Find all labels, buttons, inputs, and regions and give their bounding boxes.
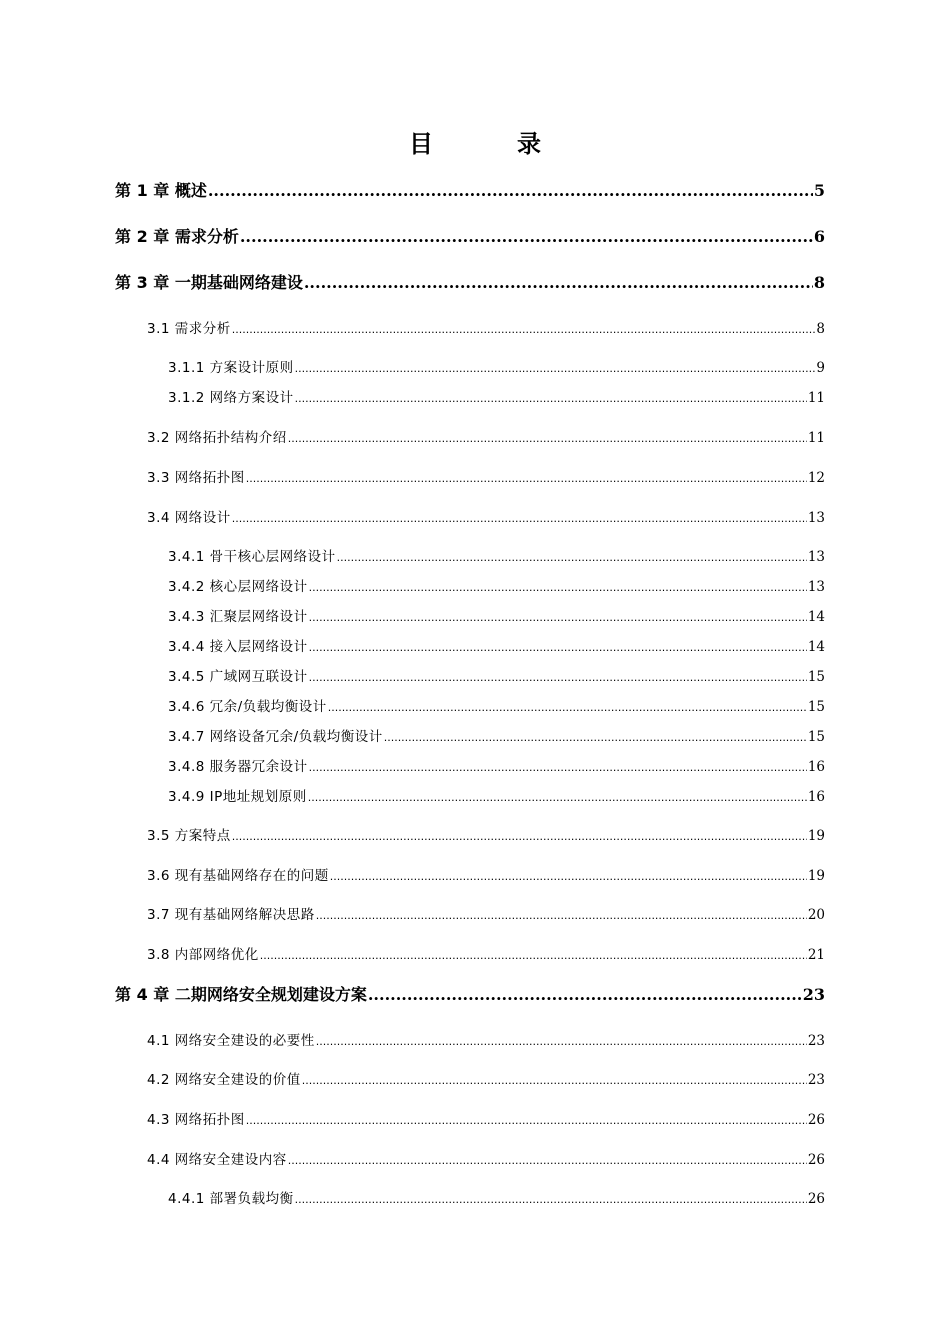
toc-entry-label: 3.4.6 冗余/负载均衡设计 — [168, 699, 327, 715]
toc-leader-dots — [368, 985, 802, 1004]
toc-entry-label: 4.4 网络安全建设内容 — [147, 1152, 287, 1168]
toc-entry-page: 23 — [807, 1072, 825, 1088]
toc-leader-dots — [260, 949, 807, 962]
toc-entry-page: 6 — [813, 227, 825, 246]
toc-entry-page: 14 — [807, 609, 825, 625]
toc-entry-4-3[interactable] — [147, 1108, 825, 1128]
toc-leader-dots — [309, 611, 807, 624]
toc-entry-page: 13 — [807, 510, 825, 526]
toc-leader-dots — [330, 870, 807, 883]
toc-entry-3-4[interactable] — [147, 506, 825, 526]
toc-leader-dots — [295, 392, 807, 405]
toc-entry-chapter-1[interactable] — [115, 178, 825, 201]
toc-entry-label: 3.3 网络拓扑图 — [147, 470, 245, 486]
toc-entry-page: 23 — [807, 1033, 825, 1049]
toc-entry-label: 4.3 网络拓扑图 — [147, 1112, 245, 1128]
toc-entry-page: 13 — [807, 549, 825, 565]
toc-entry-label: 3.4.3 汇聚层网络设计 — [168, 609, 308, 625]
toc-entry-page: 26 — [807, 1112, 825, 1128]
toc-entry-page: 12 — [807, 470, 825, 486]
toc-entry-page: 9 — [816, 360, 825, 376]
toc-entry-page: 19 — [807, 868, 825, 884]
toc-entry-label: 3.4.7 网络设备冗余/负载均衡设计 — [168, 729, 383, 745]
toc-entry-page: 8 — [813, 273, 825, 292]
toc-entry-label: 3.4.1 骨干核心层网络设计 — [168, 549, 336, 565]
toc-entry-3-4-2[interactable] — [168, 575, 825, 595]
toc-entry-3-4-5[interactable] — [168, 665, 825, 685]
toc-entry-3-5[interactable] — [147, 824, 825, 844]
toc-entry-page: 16 — [807, 759, 825, 775]
toc-leader-dots — [309, 761, 807, 774]
toc-entry-3-1-2[interactable] — [168, 386, 825, 406]
toc-entry-page: 11 — [807, 390, 825, 406]
toc-entry-page: 11 — [807, 430, 825, 446]
toc-entry-page: 21 — [807, 947, 825, 963]
toc-entry-label: 第 2 章 需求分析 — [115, 227, 239, 246]
toc-leader-dots — [316, 909, 807, 922]
toc-entry-label: 3.4.2 核心层网络设计 — [168, 579, 308, 595]
toc-entry-label: 3.4 网络设计 — [147, 510, 231, 526]
toc-entry-label: 3.1.2 网络方案设计 — [168, 390, 294, 406]
toc-entry-chapter-4[interactable] — [115, 982, 825, 1005]
toc-leader-dots — [232, 512, 807, 525]
toc-entry-page: 15 — [807, 729, 825, 745]
toc-leader-dots — [316, 1035, 807, 1048]
toc-entry-3-4-7[interactable] — [168, 725, 825, 745]
toc-entry-3-4-6[interactable] — [168, 695, 825, 715]
toc-leader-dots — [240, 227, 813, 246]
toc-leader-dots — [246, 472, 807, 485]
toc-leader-dots — [309, 641, 807, 654]
toc-entry-label: 3.4.8 服务器冗余设计 — [168, 759, 308, 775]
toc-leader-dots — [232, 323, 816, 336]
toc-entry-label: 3.5 方案特点 — [147, 828, 231, 844]
toc-entry-page: 16 — [807, 789, 825, 805]
toc-entry-label: 3.1.1 方案设计原则 — [168, 360, 294, 376]
toc-entry-label: 3.7 现有基础网络解决思路 — [147, 907, 315, 923]
toc-entry-3-4-1[interactable] — [168, 545, 825, 565]
toc-entry-4-2[interactable] — [147, 1068, 825, 1088]
toc-leader-dots — [304, 273, 813, 292]
toc-entry-3-4-8[interactable] — [168, 755, 825, 775]
toc-entry-chapter-2[interactable] — [115, 224, 825, 247]
toc-leader-dots — [232, 830, 807, 843]
toc-leader-dots — [308, 791, 807, 804]
toc-entry-page: 15 — [807, 669, 825, 685]
toc-leader-dots — [288, 432, 807, 445]
toc-leader-dots — [337, 551, 807, 564]
toc-leader-dots — [246, 1114, 807, 1127]
toc-entry-page: 15 — [807, 699, 825, 715]
toc-entry-label: 3.6 现有基础网络存在的问题 — [147, 868, 329, 884]
toc-entry-3-1[interactable] — [147, 317, 825, 337]
toc-entry-page: 14 — [807, 639, 825, 655]
toc-entry-3-4-9[interactable] — [168, 785, 825, 805]
toc-entry-label: 第 1 章 概述 — [115, 181, 207, 200]
toc-entry-label: 4.2 网络安全建设的价值 — [147, 1072, 301, 1088]
toc-leader-dots — [309, 581, 807, 594]
toc-leader-dots — [288, 1154, 807, 1167]
toc-entry-3-6[interactable] — [147, 864, 825, 884]
toc-entry-page: 19 — [807, 828, 825, 844]
toc-entry-4-1[interactable] — [147, 1029, 825, 1049]
toc-entry-label: 第 3 章 一期基础网络建设 — [115, 273, 303, 292]
toc-entry-label: 3.4.9 IP地址规划原则 — [168, 789, 307, 805]
toc-entry-label: 3.8 内部网络优化 — [147, 947, 259, 963]
toc-leader-dots — [208, 181, 813, 200]
toc-entry-page: 26 — [807, 1152, 825, 1168]
toc-entry-3-4-3[interactable] — [168, 605, 825, 625]
toc-entry-4-4[interactable] — [147, 1148, 825, 1168]
toc-entry-3-3[interactable] — [147, 466, 825, 486]
toc-entry-label: 3.4.5 广域网互联设计 — [168, 669, 308, 685]
toc-leader-dots — [328, 701, 807, 714]
toc-entry-label: 3.1 需求分析 — [147, 321, 231, 337]
toc-entry-label: 第 4 章 二期网络安全规划建设方案 — [115, 985, 367, 1004]
toc-entry-page: 26 — [807, 1191, 825, 1207]
toc-entry-page: 13 — [807, 579, 825, 595]
toc-title: 目 录 — [409, 130, 571, 158]
toc-entry-3-4-4[interactable] — [168, 635, 825, 655]
toc-entry-page: 20 — [807, 907, 825, 923]
toc-leader-dots — [309, 671, 807, 684]
toc-entry-4-4-1[interactable] — [168, 1187, 825, 1207]
toc-leader-dots — [295, 1193, 807, 1206]
toc-entry-page: 5 — [813, 181, 825, 200]
toc-entry-page: 23 — [802, 985, 825, 1004]
toc-leader-dots — [302, 1074, 807, 1087]
toc-leader-dots — [384, 731, 807, 744]
toc-entry-label: 4.4.1 部署负载均衡 — [168, 1191, 294, 1207]
toc-entry-3-2[interactable] — [147, 426, 825, 446]
toc-entry-chapter-3[interactable] — [115, 270, 825, 293]
toc-leader-dots — [295, 362, 816, 375]
toc-entry-page: 8 — [816, 321, 825, 337]
toc-entry-3-7[interactable] — [147, 903, 825, 923]
toc-entry-label: 3.2 网络拓扑结构介绍 — [147, 430, 287, 446]
toc-entry-3-8[interactable] — [147, 943, 825, 963]
toc-entry-3-1-1[interactable] — [168, 356, 825, 376]
toc-entry-label: 4.1 网络安全建设的必要性 — [147, 1033, 315, 1049]
toc-entry-label: 3.4.4 接入层网络设计 — [168, 639, 308, 655]
